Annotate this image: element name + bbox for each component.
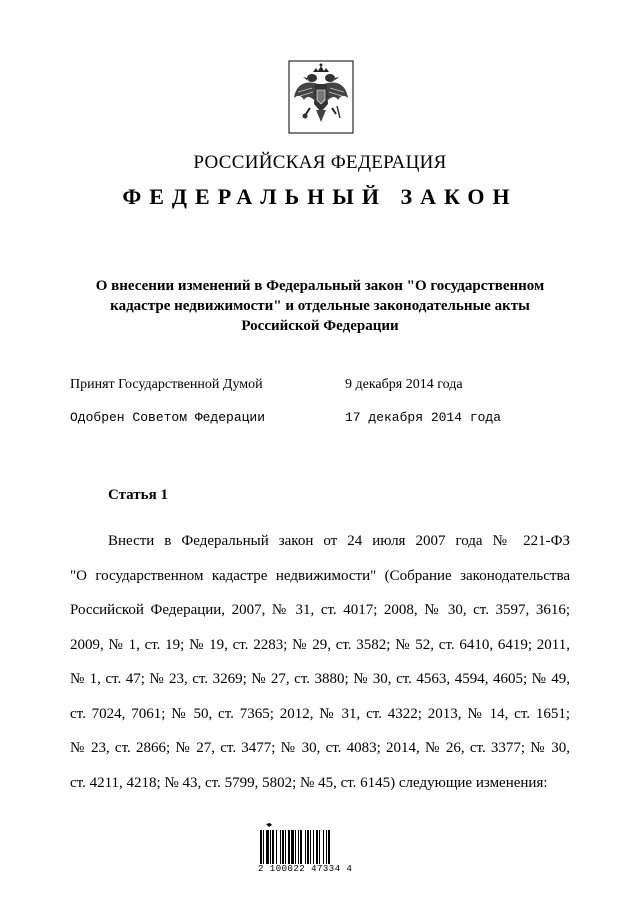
article-heading: Статья 1 [108, 487, 168, 503]
law-title-line: Российской Федерации [241, 318, 399, 334]
barcode-bar [263, 830, 264, 864]
article-line: ст. 4211, 4218; № 43, ст. 5799, 5802; № 45, ст. 6145) следующие изменения: [70, 774, 548, 791]
article-line: № 1, ст. 47; № 23, ст. 3269; № 27, ст. 3880; № 30, ст. 4563, 4594, 4605; № 49, [70, 671, 570, 687]
barcode-logo-mark [266, 823, 272, 827]
barcode-bar [285, 830, 286, 864]
barcode-bar [260, 830, 262, 864]
barcode-bar [323, 830, 324, 864]
law-title [80, 276, 560, 336]
law-title-line: О внесении изменений в Федеральный закон "О государственном [95, 278, 545, 294]
barcode-bar [326, 830, 327, 864]
article-line: Российской Федерации, 2007, № 31, ст. 4017; 2008, № 30, ст. 3597, 3616; [70, 602, 570, 618]
barcode-bar [291, 830, 294, 864]
barcode-bar [270, 830, 271, 864]
document-type: ФЕДЕРАЛЬНЫЙ ЗАКОН [122, 184, 518, 209]
duma-adoption-label: Принят Государственной Думой [70, 377, 263, 392]
article-line: 2009, № 1, ст. 19; № 19, ст. 2283; № 29, ст. 3582; № 52, ст. 6410, 6419; 2011, [70, 636, 570, 653]
barcode-bar [266, 830, 269, 864]
country-name: РОССИЙСКАЯ ФЕДЕРАЦИЯ [193, 152, 447, 173]
barcode-bar [310, 830, 311, 864]
barcode-bar [272, 830, 274, 864]
barcode-bar [295, 830, 296, 864]
barcode-bar [307, 830, 309, 864]
article-line: Внести в Федеральный закон от 24 июля 2007 года № 221-ФЗ [108, 533, 570, 549]
council-approval-date: 17 декабря 2014 года [345, 410, 502, 425]
barcode-bar [280, 830, 281, 864]
law-title-line: кадастре недвижимости" и отдельные законодательные акты [110, 298, 530, 314]
barcode-bar [300, 830, 302, 864]
article-line: "О государственном кадастре недвижимости" (Собрание законодательства [70, 567, 570, 584]
article-body [70, 524, 570, 800]
barcode-bar [319, 830, 320, 864]
barcode-bar [282, 830, 284, 864]
double-headed-eagle-icon [288, 60, 354, 134]
council-approval-label: Одобрен Советом Федерации [70, 410, 266, 425]
barcode-bar [316, 830, 318, 864]
barcode-bar [288, 830, 290, 864]
barcode-bar [305, 830, 306, 864]
barcode-bar [298, 830, 299, 864]
duma-adoption-date: 9 декабря 2014 года [345, 377, 463, 392]
barcode-bar [328, 830, 330, 864]
barcode-bar [276, 830, 277, 864]
article-line: ст. 7024, 7061; № 50, ст. 7365; 2012, № 31, ст. 4322; 2013, № 14, ст. 1651; [70, 705, 570, 722]
article-line: № 23, ст. 2866; № 27, ст. 3477; № 30, ст. 4083; 2014, № 26, ст. 3377; № 30, [70, 740, 570, 756]
barcode-bar [313, 830, 314, 864]
barcode-number: 2 100022 47334 4 [258, 864, 353, 874]
